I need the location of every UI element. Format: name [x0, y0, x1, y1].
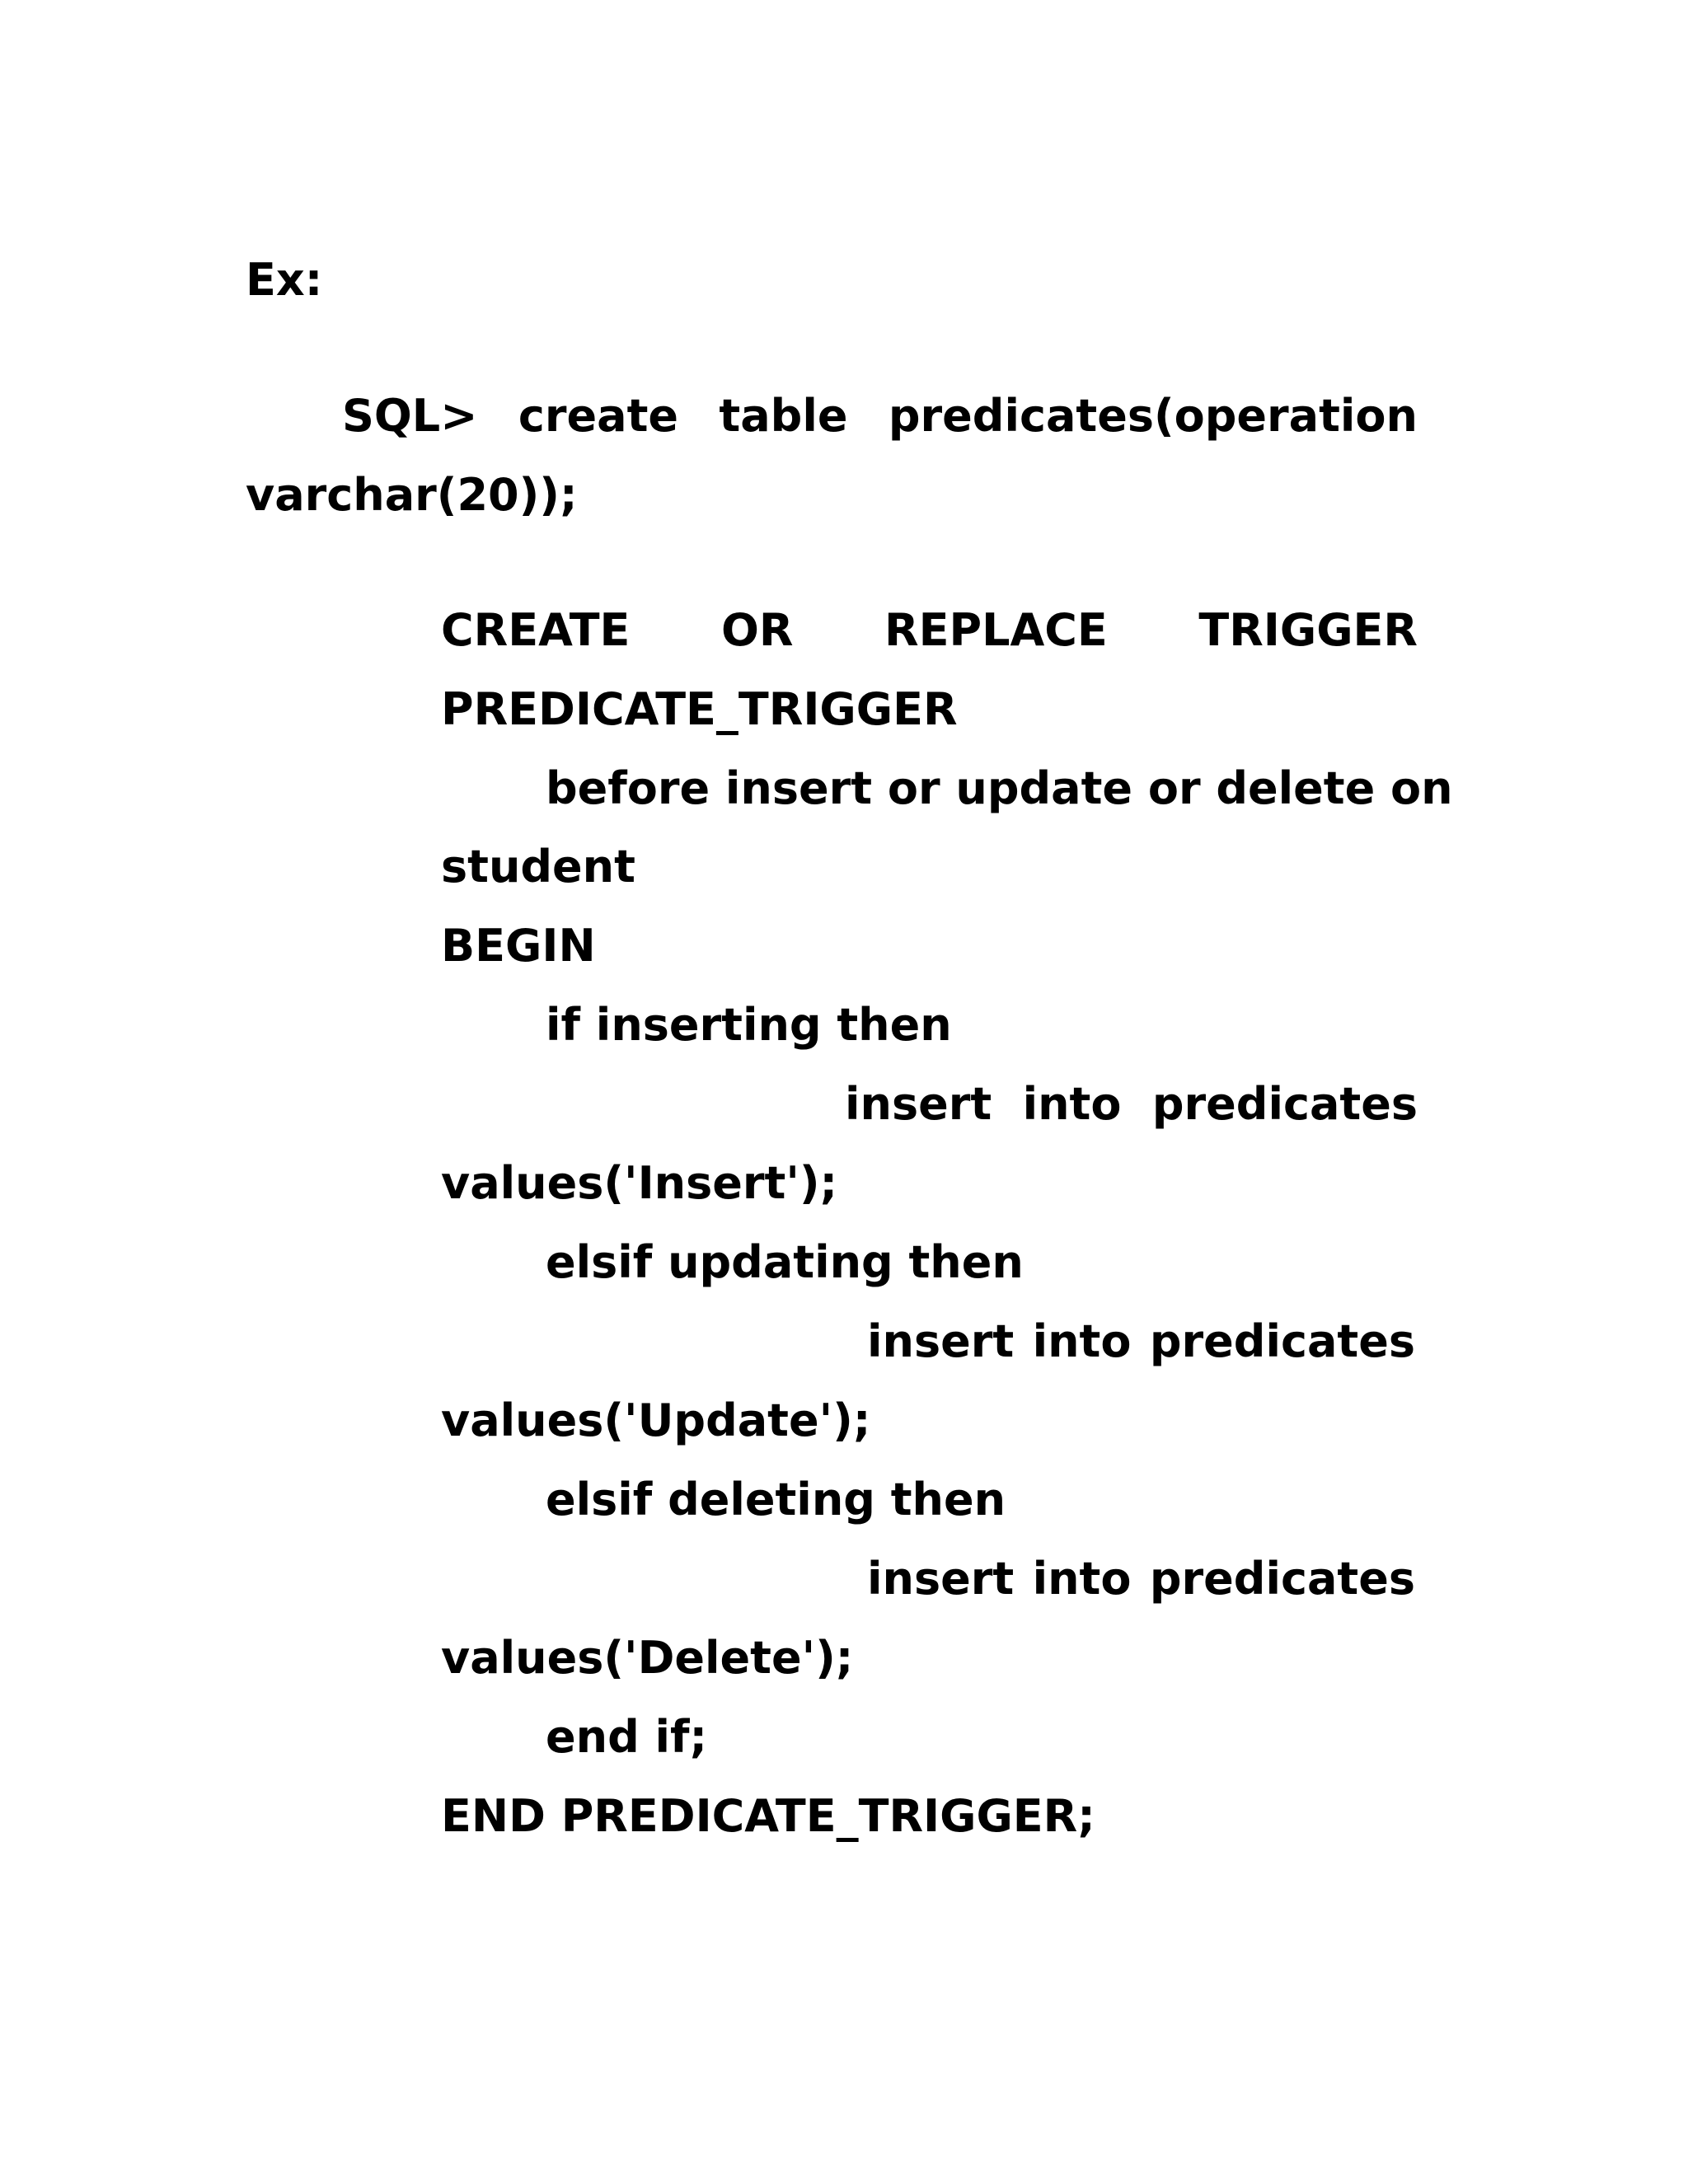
insert-word: insert: [867, 1553, 1015, 1605]
elsif-updating-line: elsif updating then: [546, 1236, 1024, 1288]
sql-create-table-continuation: varchar(20));: [246, 469, 578, 521]
insert-statement-line-2: [867, 1313, 1415, 1371]
insert-word: into: [1032, 1553, 1132, 1605]
insert-word: into: [1022, 1078, 1122, 1130]
insert-word: insert: [867, 1315, 1015, 1367]
begin-line: BEGIN: [441, 920, 596, 972]
elsif-deleting-line: elsif deleting then: [546, 1474, 1006, 1526]
sql-word: table: [719, 390, 848, 442]
values-delete-line: values('Delete');: [441, 1632, 854, 1684]
insert-word: insert: [845, 1078, 992, 1130]
insert-word: predicates: [1149, 1315, 1415, 1367]
insert-word: into: [1032, 1315, 1132, 1367]
heading: Ex:: [246, 254, 323, 306]
end-if-line: end if;: [546, 1711, 708, 1763]
table-name-line: student: [441, 841, 635, 893]
trigger-word: CREATE: [441, 604, 631, 656]
trigger-word: REPLACE: [884, 604, 1108, 656]
values-update-line: values('Update');: [441, 1394, 871, 1446]
trigger-word: TRIGGER: [1198, 604, 1418, 656]
sql-create-table-line: [342, 387, 1418, 445]
trigger-word: OR: [720, 604, 794, 656]
sql-word: predicates(operation: [888, 390, 1418, 442]
insert-statement-line-3: [867, 1550, 1415, 1608]
before-clause-line: before insert or update or delete on: [546, 762, 1453, 814]
trigger-name-line: PREDICATE_TRIGGER: [441, 683, 958, 735]
trigger-create-line: [441, 602, 1418, 659]
values-insert-line: values('Insert');: [441, 1157, 838, 1209]
end-trigger-line: END PREDICATE_TRIGGER;: [441, 1790, 1095, 1842]
sql-word: SQL>: [342, 390, 478, 442]
insert-word: predicates: [1151, 1078, 1418, 1130]
insert-word: predicates: [1149, 1553, 1415, 1605]
if-inserting-line: if inserting then: [546, 999, 952, 1051]
insert-statement-line-1: [845, 1076, 1418, 1133]
sql-word: create: [518, 390, 679, 442]
